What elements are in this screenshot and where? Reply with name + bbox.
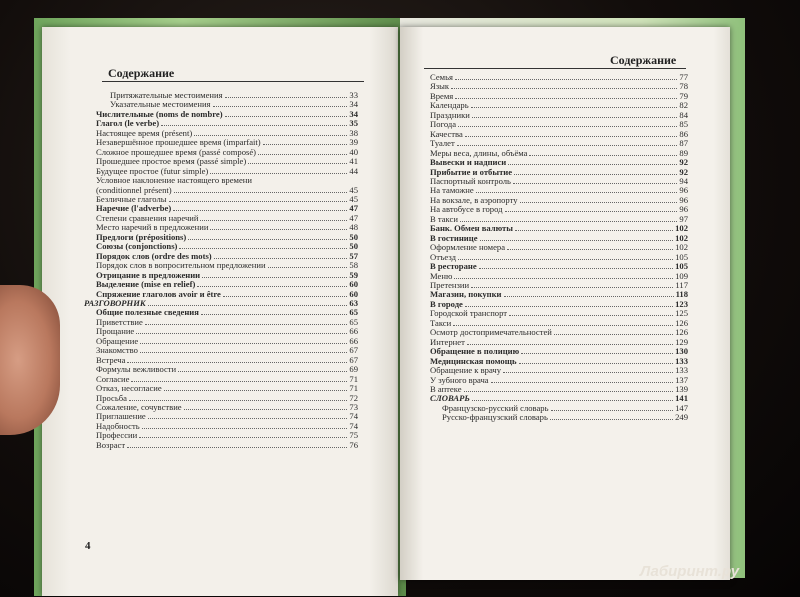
toc-leader-dots [223,296,348,297]
toc-entry-title: Паспортный контроль [430,175,511,186]
toc-entry-title: Календарь [430,100,469,111]
toc-leader-dots [148,418,348,419]
toc-leader-dots [491,382,673,383]
toc-leader-dots [503,372,673,373]
toc-entry-page: 89 [679,147,688,158]
toc-leader-dots [479,268,673,269]
toc-entry-title: Просьба [96,392,127,403]
toc-leader-dots [164,390,348,391]
toc-entry-page: 105 [675,251,688,262]
toc-entry-page: 44 [349,165,358,176]
toc-entry-title: В городе [430,298,463,309]
toc-leader-dots [464,391,674,392]
toc-leader-dots [201,314,348,315]
toc-entry-title: Числительные (noms de nombre) [96,108,223,119]
toc-entry-title: Будущее простое (futur simple) [96,165,209,176]
toc-entry-page: 41 [349,156,358,167]
right-header-rule [424,68,686,69]
toc-entry-page: 39 [349,137,358,148]
toc-entry-title: Отрицание в предложении [96,269,201,280]
toc-entry [430,243,688,252]
toc-entry-page: 66 [349,326,358,337]
toc-entry-title: Знакомство [96,345,138,356]
toc-leader-dots [467,344,673,345]
toc-entry-title: Надобность [96,420,140,431]
toc-entry-title: Прошедшее простое время (passé simple) [96,156,247,167]
toc-entry [430,111,688,120]
toc-entry-page: 65 [349,316,358,327]
toc-entry-page: 123 [675,298,688,309]
labirint-logo: Лабиринт.ру [640,563,740,580]
toc-entry-title: Порядок слов в вопросительном предложении [96,260,266,271]
toc-leader-dots [550,419,673,420]
toc-leader-dots [480,240,674,241]
toc-entry-title: Французско-русский словарь [442,402,549,413]
toc-leader-dots [225,116,348,117]
toc-entry-page: 133 [675,365,688,376]
toc-entry-title: Обращение к врачу [430,365,502,376]
toc-leader-dots [451,88,677,89]
toc-entry-page: 96 [679,185,688,196]
toc-leader-dots [136,333,347,334]
toc-entry-title: Предлоги (prépositions) [96,231,187,242]
toc-entry-page: 102 [675,232,688,243]
toc-entry-page: 63 [349,297,358,308]
toc-entry-title: Выделение (mise en relief) [96,279,196,290]
toc-entry [430,328,688,337]
toc-entry-page: 147 [675,402,688,413]
toc-entry-title: Возраст [96,439,126,450]
toc-leader-dots [520,202,678,203]
toc-entry [430,413,688,422]
toc-entry-title: РАЗГОВОРНИК [84,297,146,308]
toc-entry-title: Встреча [96,354,126,365]
toc-entry-title: На таможне [430,185,474,196]
toc-entry-title: Язык [430,81,450,92]
toc-entry-title: Приветствие [96,316,143,327]
toc-leader-dots [476,192,678,193]
toc-leader-dots [178,371,347,372]
toc-entry-page: 72 [349,392,358,403]
toc-entry-page: 118 [675,289,688,300]
toc-entry-page: 87 [679,138,688,149]
toc-leader-dots [458,259,673,260]
toc-entry-title: Согласие [96,373,130,384]
toc-leader-dots [465,306,673,307]
toc-entry-title: Притяжательные местоимения [110,90,223,100]
toc-entry-title: Незавершённое прошедшее время (imparfait) [96,137,261,148]
toc-entry-title: Магазин, покупки [430,289,502,300]
toc-entry [430,130,688,139]
toc-entry-title: Меры веса, длины, объёма [430,147,528,158]
toc-entry-title: Настоящее время (présent) [96,127,193,138]
toc-leader-dots [509,315,673,316]
toc-entry-title: Спряжение глаголов avoir и être [96,288,221,299]
toc-entry-title: Меню [430,270,453,281]
toc-leader-dots [179,248,347,249]
toc-entry-page: 102 [675,223,688,234]
toc-entry [430,82,688,91]
toc-entry [430,262,688,271]
toc-entry-title: (conditionnel présent) [96,184,172,195]
toc-entry-page: 130 [675,346,688,357]
toc-entry-page: 96 [679,204,688,215]
toc-entry-page: 66 [349,335,358,346]
toc-leader-dots [268,267,348,268]
toc-leader-dots [142,428,348,429]
toc-leader-dots [225,97,348,98]
toc-entry [84,441,358,450]
toc-entry-title: Туалет [430,138,455,149]
toc-entry-page: 105 [675,261,688,272]
toc-entry-page: 65 [349,307,358,318]
toc-entry-title: Прибытие и отбытие [430,166,513,177]
toc-leader-dots [214,258,348,259]
right-toc-list [430,73,688,423]
toc-leader-dots [521,353,673,354]
toc-entry [430,309,688,318]
toc-entry-page: 102 [675,242,688,253]
toc-entry-title: Праздники [430,109,470,120]
toc-entry-title: Обращение [96,335,139,346]
toc-entry-page: 67 [349,345,358,356]
toc-leader-dots [529,155,677,156]
thumb [0,285,60,435]
toc-entry-page: 50 [349,231,358,242]
toc-leader-dots [551,410,674,411]
toc-entry-title: Качества [430,128,463,139]
toc-entry-page: 75 [349,430,358,441]
toc-entry [84,346,358,355]
toc-entry-title: Отъезд [430,251,456,262]
toc-entry-page: 133 [675,355,688,366]
toc-entry-title: В ресторане [430,261,477,272]
toc-entry-page: 86 [679,128,688,139]
toc-leader-dots [210,229,347,230]
toc-leader-dots [455,98,677,99]
toc-entry-title: Русско-французский словарь [442,412,548,423]
toc-entry [430,120,688,129]
toc-entry-page: 129 [675,336,688,347]
toc-leader-dots [471,107,678,108]
toc-leader-dots [458,126,677,127]
toc-entry-page: 85 [679,119,688,130]
toc-leader-dots [465,136,678,137]
toc-leader-dots [453,325,673,326]
toc-entry-page: 60 [349,279,358,290]
toc-leader-dots [519,363,674,364]
toc-entry-title: Городской транспорт [430,308,508,319]
toc-entry [430,376,688,385]
toc-leader-dots [202,277,347,278]
toc-entry-page: 137 [675,374,688,385]
toc-entry-title: В гостинице [430,232,478,243]
toc-entry-page: 92 [679,157,688,168]
toc-entry-title: Безличные глаголы [96,193,167,204]
toc-entry-title: Приглашение [96,411,146,422]
toc-entry-title: Наречие (l'adverbe) [96,203,172,214]
toc-entry-page: 77 [679,72,688,82]
toc-leader-dots [127,362,347,363]
toc-leader-dots [460,221,677,222]
toc-leader-dots [140,352,348,353]
toc-entry-page: 73 [349,401,358,412]
toc-entry-page: 125 [675,308,688,319]
toc-leader-dots [127,447,347,448]
toc-entry-page: 38 [349,127,358,138]
toc-leader-dots [197,286,347,287]
toc-leader-dots [513,183,677,184]
toc-entry-page: 76 [349,439,358,450]
toc-entry-title: Порядок слов (ordre des mots) [96,250,212,261]
toc-entry-title: Сожаление, сочувствие [96,401,182,412]
toc-entry-title: Место наречий в предложении [96,222,209,233]
toc-entry [430,73,688,82]
toc-entry-title: Банк. Обмен валюты [430,223,513,234]
toc-entry-page: 60 [349,288,358,299]
toc-leader-dots [514,174,677,175]
toc-entry-title: На вокзале, в аэропорту [430,194,518,205]
toc-entry-page: 141 [675,393,688,404]
toc-entry-page: 67 [349,354,358,365]
left-toc-list [84,91,358,450]
toc-leader-dots [471,287,673,288]
toc-entry [430,205,688,214]
toc-entry-page: 45 [349,193,358,204]
toc-leader-dots [472,117,678,118]
toc-leader-dots [210,173,347,174]
left-header-rule [102,81,364,82]
toc-entry [430,290,688,299]
toc-leader-dots [263,144,348,145]
toc-leader-dots [129,400,347,401]
toc-entry-page: 74 [349,420,358,431]
toc-entry-title: Время [430,90,454,101]
toc-leader-dots [200,220,347,221]
toc-entry-page: 47 [349,212,358,223]
toc-entry-title: Осмотр достопримечательностей [430,327,552,338]
toc-entry-title: Медицинская помощь [430,355,517,366]
toc-entry-title: В аптеке [430,383,462,394]
toc-leader-dots [515,230,673,231]
left-page-header: Содержание [108,66,175,80]
toc-leader-dots [554,334,673,335]
toc-entry-title: На автобусе в город [430,204,503,215]
toc-entry-page: 79 [679,90,688,101]
toc-entry-title: Условное наклонение настоящего времени [96,175,252,186]
toc-leader-dots [248,163,347,164]
toc-entry-page: 71 [349,383,358,394]
toc-entry-page: 126 [675,317,688,328]
toc-entry-page: 139 [675,383,688,394]
toc-entry-page: 74 [349,411,358,422]
toc-entry-page: 35 [349,118,358,129]
toc-entry-title: Указательные местоимения [110,99,211,110]
toc-leader-dots [169,201,348,202]
toc-entry-title: Претензии [430,279,470,290]
toc-entry-page: 40 [349,146,358,157]
toc-entry-title: Погода [430,119,457,130]
toc-leader-dots [188,239,347,240]
toc-entry-title: СЛОВАРЬ [430,393,470,404]
toc-entry-page: 97 [679,213,688,224]
toc-leader-dots [148,305,348,306]
toc-leader-dots [455,79,677,80]
toc-entry-title: Профессии [96,430,138,441]
toc-entry-page: 109 [675,270,688,281]
toc-entry-page: 94 [679,175,688,186]
toc-entry-title: Формулы вежливости [96,364,177,375]
toc-leader-dots [140,343,347,344]
toc-entry-page: 117 [675,279,688,290]
toc-leader-dots [145,324,348,325]
toc-entry-title: Семья [430,72,453,82]
toc-entry-page: 50 [349,241,358,252]
toc-entry-page: 45 [349,184,358,195]
page-number: 4 [85,540,91,552]
toc-leader-dots [161,125,347,126]
toc-entry-title: Сложное прошедшее время (passé composé) [96,146,257,157]
toc-leader-dots [139,437,347,438]
toc-entry-title: Степени сравнения наречий [96,212,199,223]
toc-entry-page: 84 [679,109,688,120]
toc-entry-title: Отказ, несогласие [96,383,162,394]
toc-entry-title: Оформление номера [430,242,506,253]
toc-leader-dots [507,249,673,250]
toc-leader-dots [213,106,348,107]
toc-leader-dots [454,278,673,279]
toc-leader-dots [505,211,678,212]
toc-entry-title: Прощание [96,326,135,337]
toc-entry-page: 47 [349,203,358,214]
right-page-header: Содержание [610,53,677,67]
toc-leader-dots [258,154,347,155]
toc-leader-dots [174,192,348,193]
toc-leader-dots [173,210,347,211]
toc-leader-dots [457,145,678,146]
toc-entry-page: 71 [349,373,358,384]
toc-entry-page: 82 [679,100,688,111]
toc-leader-dots [184,409,348,410]
toc-entry-title: У зубного врача [430,374,489,385]
toc-entry-title: Такси [430,317,452,328]
toc-entry-page: 126 [675,327,688,338]
toc-leader-dots [131,381,347,382]
toc-leader-dots [508,164,677,165]
toc-entry-page: 57 [349,250,358,261]
toc-entry-page: 34 [349,108,358,119]
toc-entry-title: Союзы (conjonctions) [96,241,178,252]
toc-entry-title: Общие полезные сведения [96,307,199,318]
toc-entry-page: 69 [349,364,358,375]
toc-entry-page: 34 [349,99,358,110]
toc-entry-page: 249 [675,412,688,423]
toc-entry-page: 48 [349,222,358,233]
toc-entry-title: Обращение в полицию [430,346,520,357]
toc-entry-page: 96 [679,194,688,205]
toc-leader-dots [504,296,674,297]
toc-entry-title: Вывески и надписи [430,157,507,168]
toc-entry-page: 92 [679,166,688,177]
toc-entry-title: Глагол (le verbe) [96,118,160,129]
toc-leader-dots [472,400,673,401]
toc-entry [84,431,358,440]
toc-entry-page: 59 [349,269,358,280]
toc-entry-page: 33 [349,90,358,100]
toc-leader-dots [194,135,347,136]
toc-entry-title: Интернет [430,336,465,347]
toc-entry-title: В такси [430,213,458,224]
toc-entry-page: 78 [679,81,688,92]
toc-entry-page: 58 [349,260,358,271]
